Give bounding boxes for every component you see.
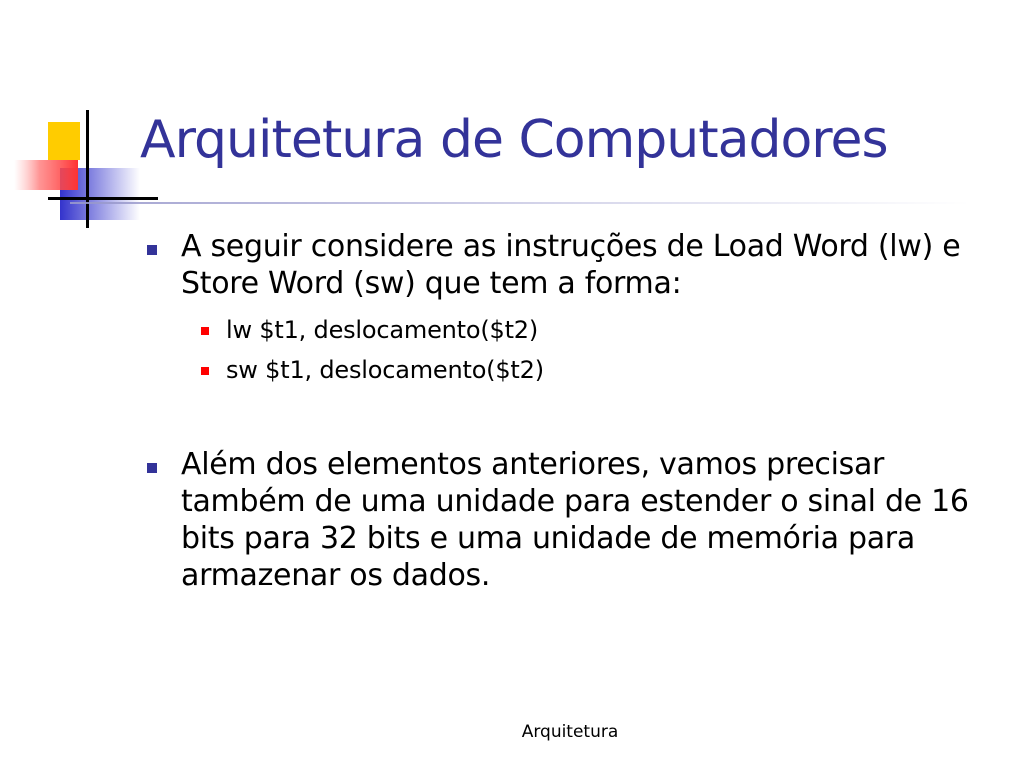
slide-title: Arquitetura de Computadores [140, 110, 888, 170]
slide-footer: Arquitetura [521, 722, 619, 742]
logo-icon [0, 100, 160, 240]
bullet-item [140, 228, 1000, 390]
sub-bullet-item [181, 310, 1000, 350]
bullet-square-icon [147, 463, 157, 473]
bullet-square-icon [147, 245, 157, 255]
bullet-list [140, 228, 1000, 594]
sub-bullet-square-icon [201, 367, 209, 375]
bullet-text: A seguir considere as instruções de Load Word (lw) e Store Word (sw) que tem a forma: [181, 229, 961, 301]
sub-bullet-square-icon [201, 327, 209, 335]
sub-bullet-list [181, 310, 1000, 390]
sub-bullet-text: sw $t1, deslocamento($t2) [226, 356, 544, 384]
sub-bullet-text: lw $t1, deslocamento($t2) [226, 316, 539, 344]
sub-bullet-item [181, 350, 1000, 390]
bullet-item [140, 446, 1000, 594]
title-underline [70, 202, 970, 204]
bullet-text: Além dos elementos anteriores, vamos precisar também de uma unidade para estender o sinal de 16 bits para 32 bits e uma unidade de memória para armazenar os dados. [181, 447, 969, 593]
